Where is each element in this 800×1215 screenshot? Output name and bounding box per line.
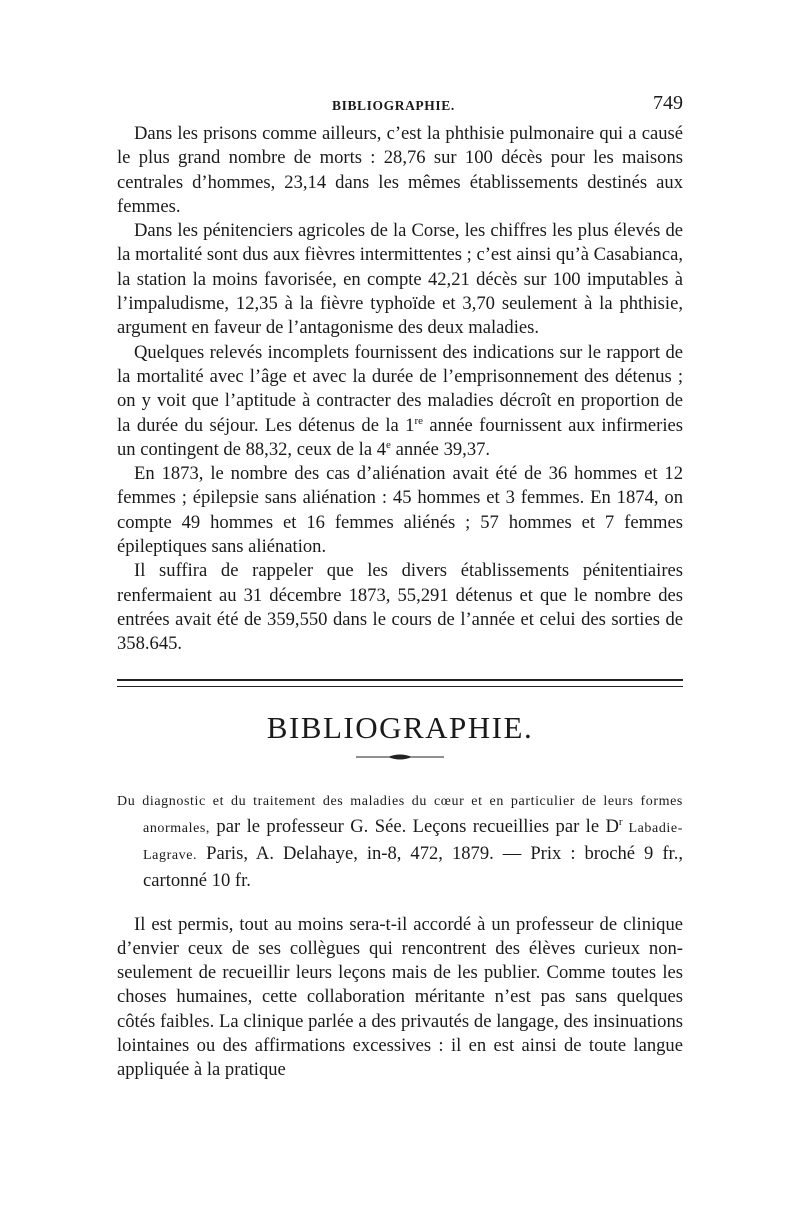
page-number: 749 (653, 92, 683, 114)
running-head-title: BIBLIOGRAPHIE. (332, 98, 455, 113)
thick-rule (117, 679, 683, 681)
ornament-divider (117, 749, 683, 765)
paragraph-mortalite-tail: année 39,37. (390, 438, 491, 460)
review-paragraph: Il est permis, tout au moins sera-t-il accordé à un professeur de clinique d’envier ceux de ses collègues qui rencontrent des élèves curieux non-seulement de recueillir leurs leçons mais de les publier. Comme toutes les choses humaines, cette collaboration méritante n’est pas sans quelques côtés faibles. La clinique parlée a des privautés de langage, des insinuations lointaines ou des affirmations excessives : il en est ainsi de toute langue appliquée à la pratique (117, 913, 683, 1081)
paragraph-etablissements: Il suffira de rappeler que les divers établissements pénitentiaires renfermaient au 31 décembre 1873, 55,291 détenus et que le nombre des entrées avait été de 359,550 dans le cours de l’année et celui des sorties de 358.645. (117, 560, 683, 655)
double-rule-divider (117, 679, 683, 691)
paragraph-mortalite-lead: Quelques relevés incomplets fournissent des indications sur le rapport de la mortalité avec l’âge et avec la durée de l’emprisonnement des détenus ; on y voit que l’aptitude à contracter des maladies décroît en proportion de la durée du séjour. Les détenus de la 1 (117, 341, 683, 436)
running-head (117, 92, 683, 122)
page (117, 92, 683, 1083)
ornament-icon (350, 752, 450, 762)
book-citation (117, 787, 683, 893)
body-text (117, 122, 683, 657)
book-author: par le professeur G. Sée. Leçons recueillies par le D (210, 815, 619, 837)
book-title: Du diagnostic et du traitement des maladies du cœur et en particulier de leurs formes anormales, (117, 793, 683, 836)
paragraph-corse: Dans les pénitenciers agricoles de la Corse, les chiffres les plus élevés de la mortalité sont dus aux fièvres intermittentes ; c’est ainsi qu’à Casabianca, la station la moins favorisée, en compte 42,21 décès sur 100 imputables à l’impaludisme, 12,35 à la fièvre typhoïde et 3,70 seulement à la phthisie, argument en faveur de l’antagonisme des deux maladies. (117, 220, 683, 339)
paragraph-mortalite-mid: année fournissent aux infirmeries un contingent de 88,32, ceux de la 4 (117, 414, 683, 460)
section-title: BIBLIOGRAPHIE. (266, 709, 534, 745)
ordinal-e: e (386, 438, 391, 451)
paragraph-alienation: En 1873, le nombre des cas d’aliénation avait été de 36 hommes et 12 femmes ; épilepsie sans aliénation : 45 hommes et 3 femmes. En 1874, on compte 49 hommes et 16 femmes aliénés ; 57 hommes et 7 femmes épileptiques sans aliénation. (117, 463, 683, 558)
thin-rule (117, 686, 683, 687)
book-editor: Labadie-Lagrave. (143, 820, 683, 863)
ordinal-re: re (414, 414, 423, 427)
paragraph-phthisie: Dans les prisons comme ailleurs, c’est la phthisie pulmonaire qui a causé le plus grand nombre de morts : 28,76 sur 100 décès pour les maisons centrales d’hommes, 23,14 dans les mêmes établissements destinés aux femmes. (117, 123, 683, 217)
paragraph-mortalite-age (117, 341, 683, 462)
doctor-abbrev-sup: r (618, 815, 623, 828)
book-details: Paris, A. Delahaye, in-8, 472, 1879. — Prix : broché 9 fr., cartonné 10 fr. (143, 842, 683, 891)
